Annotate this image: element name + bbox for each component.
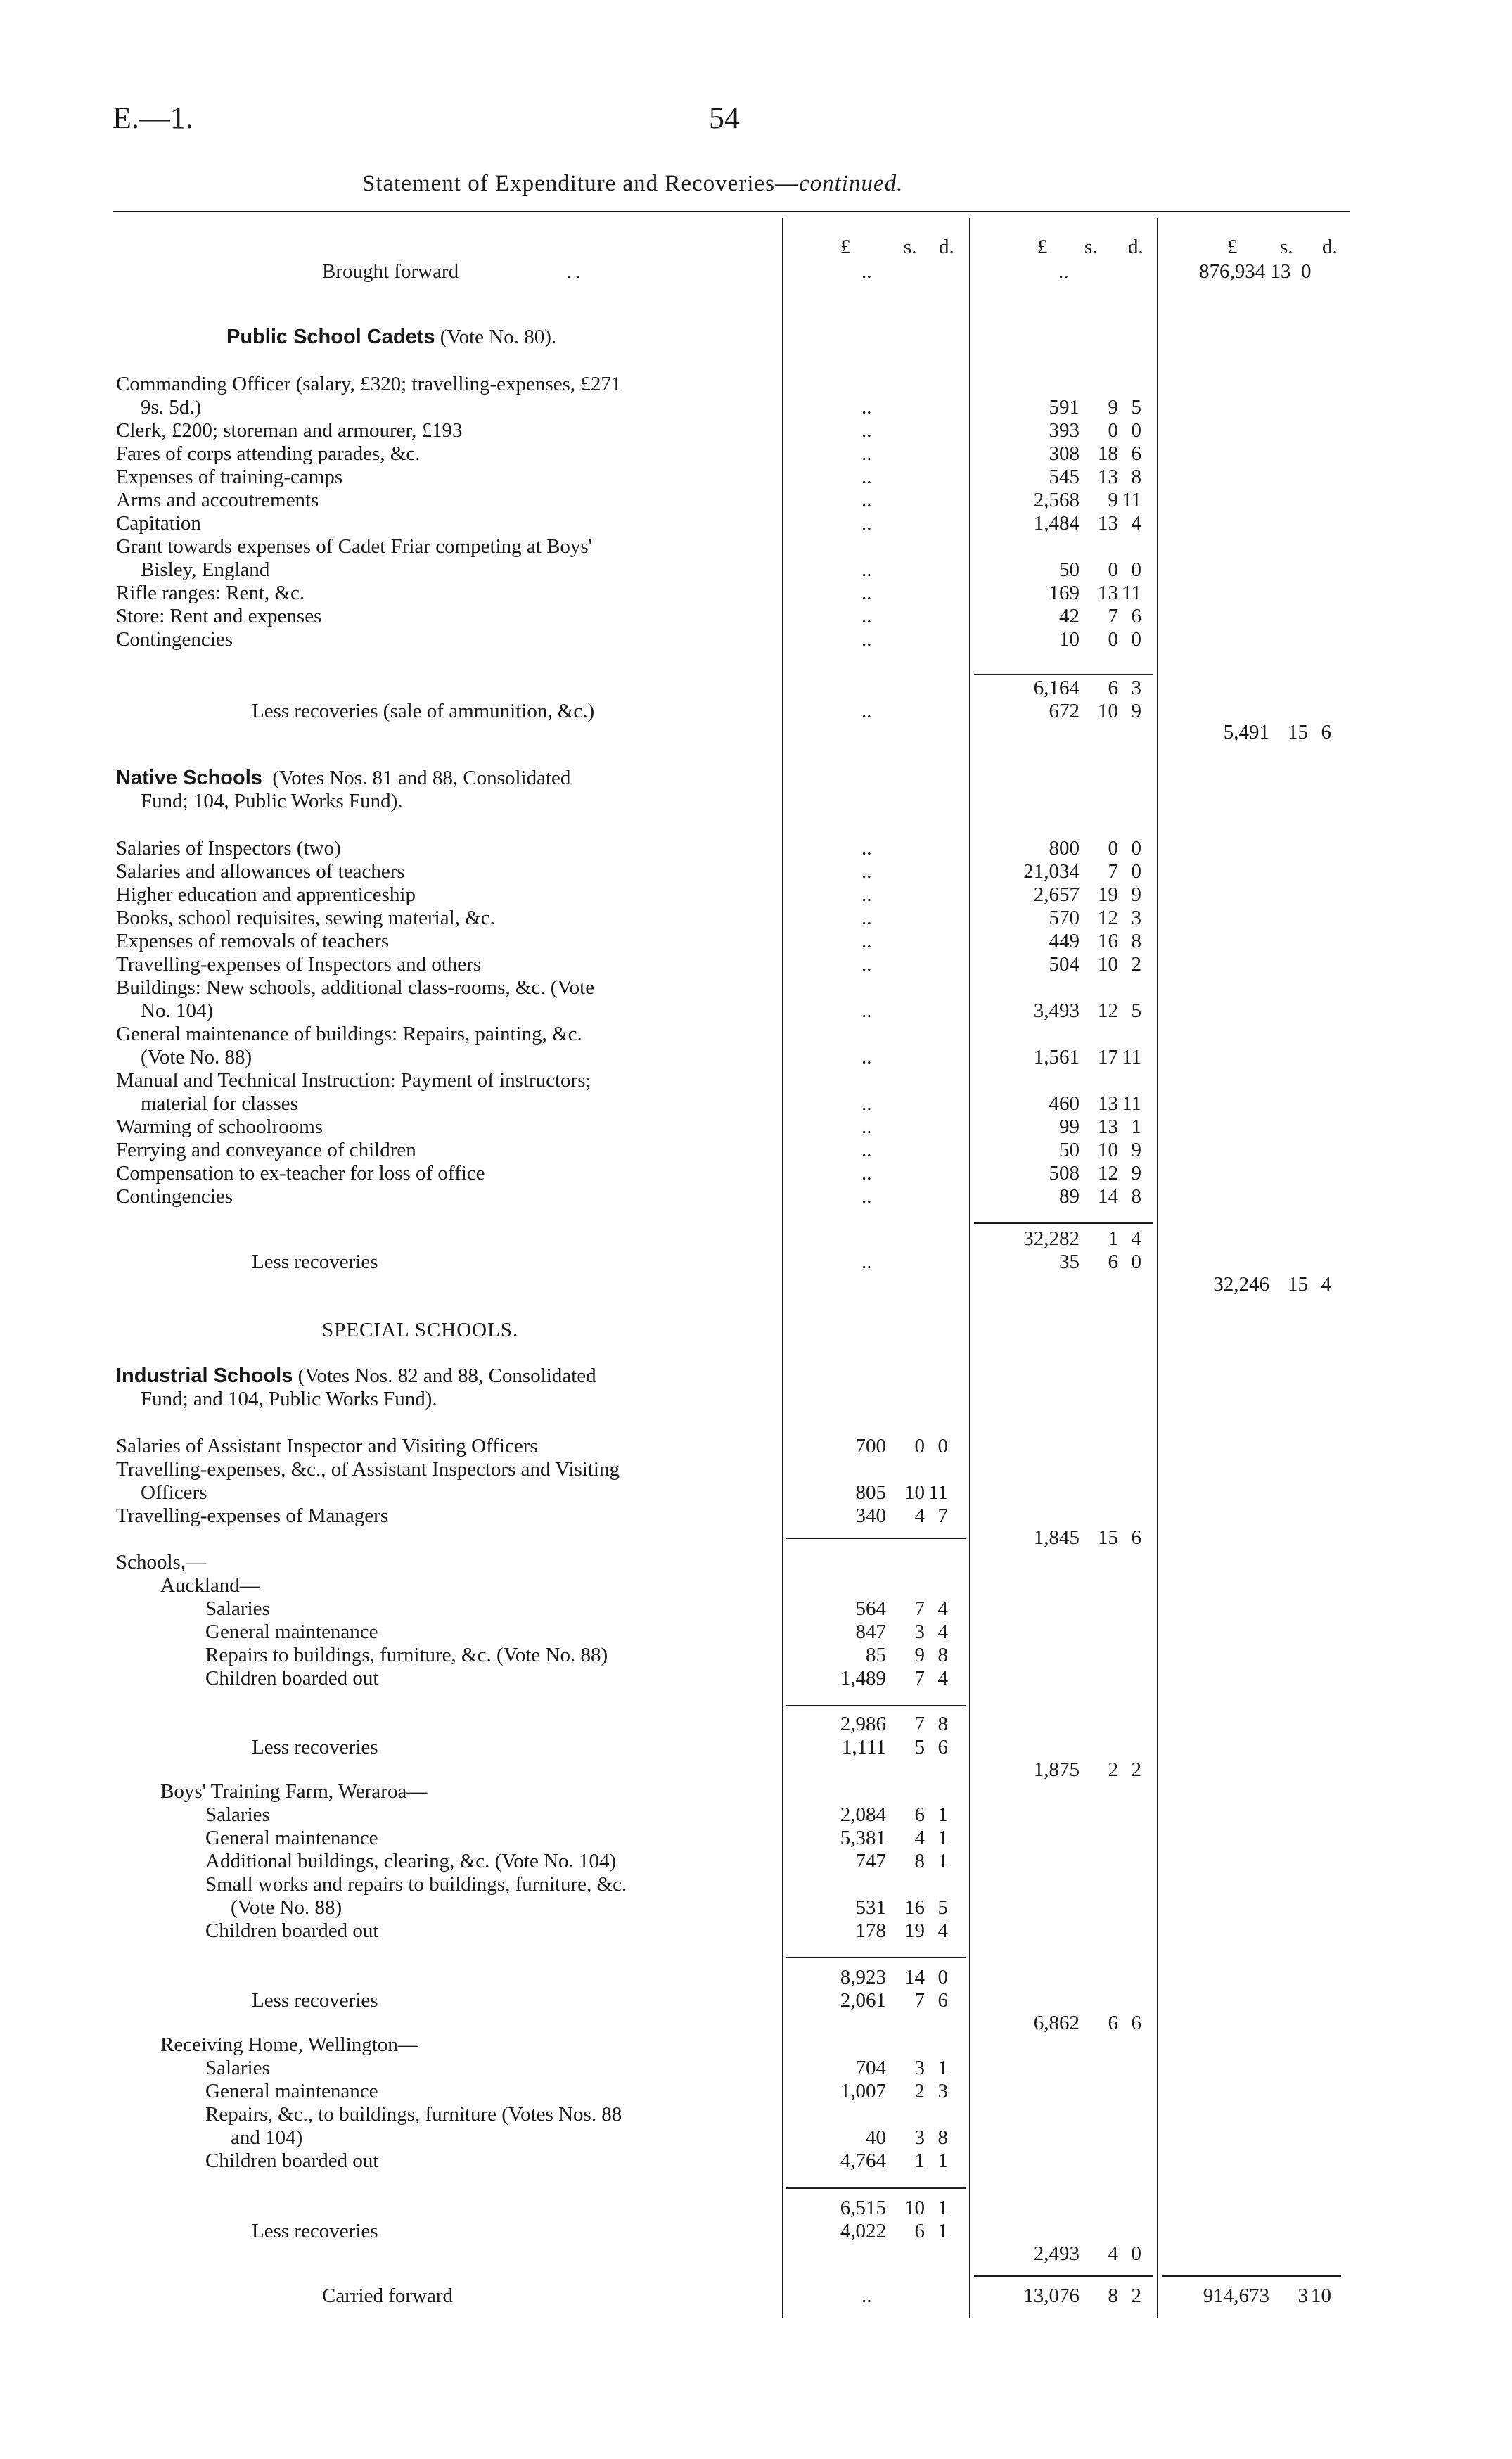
col1-dots: .. — [861, 700, 872, 722]
special-value-pence: 7 — [937, 1505, 948, 1527]
cadets-line: Contingencies — [116, 628, 233, 651]
cadets-line: Fares of corps attending parades, &c. — [116, 442, 421, 465]
page-title — [362, 171, 903, 197]
native-line: General maintenance of buildings: Repairs, painting, &c. — [116, 1023, 582, 1045]
auckland-value-shillings: 7 — [914, 1667, 925, 1690]
auckland-value-pounds: 1,489 — [840, 1667, 886, 1690]
cadets-line: Rifle ranges: Rent, &c. — [116, 582, 305, 604]
auckland-recoveries-label: Less recoveries — [252, 1736, 378, 1758]
col1-dots: .. — [861, 442, 872, 465]
native-value-pence: 9 — [1131, 1139, 1141, 1161]
special-value-pounds: 340 — [855, 1505, 886, 1527]
cadets-value-pence: 5 — [1131, 396, 1141, 419]
native-value-pence: 9 — [1131, 883, 1141, 906]
weraroa-recoveries-pence: 6 — [937, 1989, 948, 2012]
weraroa-line: Children boarded out — [205, 1920, 379, 1942]
cadets-value-pence: 6 — [1131, 605, 1141, 627]
native-net-pounds: 32,246 — [1213, 1273, 1269, 1296]
native-subtotal-pence: 4 — [1131, 1227, 1141, 1250]
cadets-value-pounds: 10 — [1059, 628, 1079, 651]
native-net-shillings: 15 — [1288, 1273, 1308, 1296]
native-line: Warming of schoolrooms — [116, 1116, 323, 1138]
receiving-value-pounds: 40 — [866, 2126, 886, 2149]
col1-dots: .. — [861, 419, 872, 442]
auckland-line: Children boarded out — [205, 1667, 379, 1690]
native-heading-line2: Fund; 104, Public Works Fund). — [141, 790, 403, 812]
col1-shilling: s. — [904, 236, 917, 258]
receiving-subtotal-shillings: 10 — [904, 2197, 925, 2219]
weraroa-recoveries-shillings: 7 — [914, 1989, 925, 2012]
cadets-line: Expenses of training-camps — [116, 466, 343, 488]
special-value-pounds: 700 — [855, 1435, 886, 1457]
weraroa-value-pounds: 747 — [855, 1850, 886, 1872]
special-total-shillings: 15 — [1098, 1526, 1118, 1549]
receiving-value-pence: 3 — [937, 2080, 948, 2102]
cf-rule-c2 — [974, 2275, 1153, 2277]
cadets-subtotal-pounds: 6,164 — [1033, 677, 1079, 699]
native-line: Manual and Technical Instruction: Payment of instructors; — [116, 1069, 591, 1092]
native-value-pounds: 1,561 — [1033, 1046, 1079, 1068]
bf-pence: 0 — [1301, 260, 1312, 283]
native-value-shillings: 13 — [1098, 1092, 1118, 1115]
special-total-pounds: 1,845 — [1033, 1526, 1079, 1549]
receiving-recoveries-pounds: 4,022 — [840, 2220, 886, 2242]
col1-pence: d. — [939, 236, 954, 258]
weraroa-value-shillings: 6 — [914, 1803, 925, 1826]
cadets-net-shillings: 15 — [1288, 721, 1308, 743]
native-value-pounds: 570 — [1049, 907, 1079, 929]
native-value-pence: 11 — [1122, 1046, 1141, 1068]
schools-label: Schools,— — [116, 1551, 207, 1573]
receiving-line: General maintenance — [205, 2080, 378, 2102]
col2-pound: £ — [1037, 236, 1048, 258]
industrial-heading-line2: Fund; and 104, Public Works Fund). — [141, 1388, 437, 1410]
weraroa-label: Boys' Training Farm, Weraroa— — [160, 1780, 428, 1803]
native-value-shillings: 10 — [1098, 1139, 1118, 1161]
col1-dots: .. — [861, 1251, 872, 1273]
native-recoveries-pence: 0 — [1131, 1251, 1141, 1273]
weraroa-subtotal-rule — [786, 1957, 966, 1958]
native-value-shillings: 7 — [1108, 860, 1118, 883]
special-line: Salaries of Assistant Inspector and Visiting Officers — [116, 1435, 538, 1457]
cadets-value-pounds: 169 — [1049, 582, 1079, 604]
weraroa-value-pounds: 5,381 — [840, 1827, 886, 1849]
weraroa-value-pence: 4 — [937, 1920, 948, 1942]
cadets-value-pounds: 1,484 — [1033, 512, 1079, 535]
auckland-value-shillings: 9 — [914, 1644, 925, 1666]
weraroa-recoveries-label: Less recoveries — [252, 1989, 378, 2012]
native-line: Contingencies — [116, 1185, 233, 1208]
carried-forward-c2-pounds: 13,076 — [1023, 2285, 1079, 2307]
col1-dots: .. — [861, 466, 872, 488]
receiving-line: Repairs, &c., to buildings, furniture (Votes Nos. 88 — [205, 2103, 622, 2126]
receiving-recoveries-pence: 1 — [937, 2220, 948, 2242]
cadets-line: Arms and accoutrements — [116, 489, 319, 511]
auckland-recoveries-shillings: 5 — [914, 1736, 925, 1758]
native-value-pence: 0 — [1131, 860, 1141, 883]
cadets-line: Bisley, England — [141, 558, 270, 581]
auckland-subtotal-shillings: 7 — [914, 1713, 925, 1735]
auckland-line: General maintenance — [205, 1621, 378, 1643]
cadets-value-shillings: 18 — [1098, 442, 1118, 465]
receiving-value-shillings: 1 — [914, 2150, 925, 2172]
special-line: Travelling-expenses of Managers — [116, 1505, 389, 1527]
native-subtotal-rule — [974, 1222, 1153, 1224]
cf-rule-c3 — [1162, 2275, 1341, 2277]
weraroa-value-pence: 1 — [937, 1827, 948, 1849]
col3-pound: £ — [1227, 236, 1238, 258]
weraroa-net-shillings: 6 — [1108, 2012, 1118, 2034]
col3-shilling: s. — [1280, 236, 1293, 258]
col1-dots: .. — [861, 1046, 872, 1068]
col1-dots: .. — [861, 489, 872, 511]
cadets-value-pounds: 545 — [1049, 466, 1079, 488]
native-value-shillings: 13 — [1098, 1116, 1118, 1138]
special-value-shillings: 0 — [914, 1435, 925, 1457]
receiving-line: Salaries — [205, 2057, 270, 2079]
col1-dots: .. — [861, 999, 872, 1022]
auckland-value-pence: 4 — [937, 1667, 948, 1690]
native-line: Compensation to ex-teacher for loss of office — [116, 1162, 485, 1184]
cadets-value-pence: 6 — [1131, 442, 1141, 465]
col1-dots: .. — [861, 1162, 872, 1184]
native-recoveries-shillings: 6 — [1108, 1251, 1118, 1273]
cadets-value-pence: 0 — [1131, 558, 1141, 581]
carried-forward-c2-pence: 2 — [1131, 2285, 1141, 2307]
cadets-line: Capitation — [116, 512, 201, 535]
auckland-net-pounds: 1,875 — [1033, 1758, 1079, 1781]
auckland-subtotal-rule — [786, 1705, 966, 1706]
special-value-pence: 11 — [928, 1481, 948, 1504]
carried-forward-label: Carried forward — [322, 2285, 453, 2307]
native-value-shillings: 12 — [1098, 999, 1118, 1022]
native-value-shillings: 19 — [1098, 883, 1118, 906]
cadets-recoveries-label: Less recoveries (sale of ammunition, &c.) — [252, 700, 595, 722]
auckland-line: Salaries — [205, 1597, 270, 1620]
native-value-pence: 11 — [1122, 1092, 1141, 1115]
native-value-pounds: 504 — [1049, 953, 1079, 976]
auckland-value-pounds: 85 — [866, 1644, 886, 1666]
native-value-pence: 3 — [1131, 907, 1141, 929]
native-line: Expenses of removals of teachers — [116, 930, 390, 952]
cadets-value-shillings: 13 — [1098, 512, 1118, 535]
native-heading — [116, 767, 570, 790]
weraroa-value-pounds: 531 — [855, 1896, 886, 1919]
col1-dots: .. — [861, 1092, 872, 1115]
native-value-pounds: 99 — [1059, 1116, 1079, 1138]
col1-dots: .. — [861, 512, 872, 535]
receiving-value-pence: 1 — [937, 2150, 948, 2172]
weraroa-recoveries-pounds: 2,061 — [840, 1989, 886, 2012]
native-value-shillings: 12 — [1098, 907, 1118, 929]
native-line: material for classes — [141, 1092, 298, 1115]
weraroa-net-pounds: 6,862 — [1033, 2012, 1079, 2034]
cadets-value-shillings: 9 — [1108, 489, 1118, 511]
native-heading-vote: (Votes Nos. 81 and 88, Consolidated — [272, 767, 571, 789]
carried-forward-c3-shillings: 3 — [1298, 2285, 1308, 2307]
page-number: 54 — [709, 101, 740, 135]
weraroa-subtotal-shillings: 14 — [904, 1966, 925, 1988]
cadets-subtotal-shillings: 6 — [1108, 677, 1118, 699]
bf-shillings: 13 — [1270, 260, 1291, 283]
receiving-subtotal-pounds: 6,515 — [840, 2197, 886, 2219]
carried-forward-c1: .. — [861, 2285, 872, 2307]
receiving-value-pounds: 1,007 — [840, 2080, 886, 2102]
cadets-value-pence: 11 — [1122, 582, 1141, 604]
cadets-value-pounds: 42 — [1059, 605, 1079, 627]
weraroa-value-pounds: 2,084 — [840, 1803, 886, 1826]
cadets-value-shillings: 0 — [1108, 558, 1118, 581]
native-value-shillings: 12 — [1098, 1162, 1118, 1184]
native-recoveries-label: Less recoveries — [252, 1251, 378, 1273]
col1-dots: .. — [861, 1185, 872, 1208]
weraroa-value-shillings: 16 — [904, 1896, 925, 1919]
receiving-net-pence: 0 — [1131, 2242, 1141, 2265]
col1-dots: .. — [861, 628, 872, 651]
auckland-value-pence: 4 — [937, 1621, 948, 1643]
title-continued: continued. — [798, 171, 904, 196]
receiving-value-shillings: 3 — [914, 2126, 925, 2149]
cadets-subtotal-rule — [974, 674, 1153, 675]
cadets-heading — [226, 326, 556, 349]
native-value-pence: 8 — [1131, 930, 1141, 952]
weraroa-line: (Vote No. 88) — [231, 1896, 342, 1919]
col1-dots: .. — [861, 953, 872, 976]
native-line: (Vote No. 88) — [141, 1046, 252, 1068]
weraroa-value-pounds: 178 — [855, 1920, 886, 1942]
weraroa-line: Additional buildings, clearing, &c. (Vote No. 104) — [205, 1850, 617, 1872]
native-value-shillings: 14 — [1098, 1185, 1118, 1208]
cadets-line: Store: Rent and expenses — [116, 605, 322, 627]
cadets-recoveries-pounds: 672 — [1049, 700, 1079, 722]
weraroa-line: Small works and repairs to buildings, furniture, &c. — [205, 1873, 627, 1896]
native-value-pounds: 460 — [1049, 1092, 1079, 1115]
col1-dots: .. — [861, 605, 872, 627]
receiving-line: and 104) — [231, 2126, 303, 2149]
cadets-value-shillings: 0 — [1108, 419, 1118, 442]
col-rule-3 — [1157, 218, 1158, 2318]
cadets-value-shillings: 7 — [1108, 605, 1118, 627]
weraroa-net-pence: 6 — [1131, 2012, 1141, 2034]
col1-dots: .. — [861, 1116, 872, 1138]
auckland-value-shillings: 7 — [914, 1597, 925, 1620]
cadets-line: Commanding Officer (salary, £320; travelling-expenses, £271 — [116, 373, 622, 395]
auckland-net-shillings: 2 — [1108, 1758, 1118, 1781]
col1-dots: .. — [861, 582, 872, 604]
native-value-shillings: 10 — [1098, 953, 1118, 976]
native-value-pounds: 3,493 — [1033, 999, 1079, 1022]
cadets-net-pounds: 5,491 — [1223, 721, 1269, 743]
receiving-subtotal-rule — [786, 2187, 966, 2189]
weraroa-line: Salaries — [205, 1803, 270, 1826]
special-value-shillings: 4 — [914, 1505, 925, 1527]
native-subtotal-shillings: 1 — [1108, 1227, 1118, 1250]
cadets-line: Grant towards expenses of Cadet Friar competing at Boys' — [116, 535, 592, 558]
cadets-value-pence: 4 — [1131, 512, 1141, 535]
native-value-pence: 8 — [1131, 1185, 1141, 1208]
cadets-value-shillings: 13 — [1098, 582, 1118, 604]
cadets-value-pence: 8 — [1131, 466, 1141, 488]
special-line: Travelling-expenses, &c., of Assistant Inspectors and Visiting — [116, 1458, 620, 1481]
auckland-value-pounds: 847 — [855, 1621, 886, 1643]
col1-dots: .. — [861, 907, 872, 929]
native-value-pounds: 50 — [1059, 1139, 1079, 1161]
special-value-pounds: 805 — [855, 1481, 886, 1504]
auckland-net-pence: 2 — [1131, 1758, 1141, 1781]
native-value-pounds: 21,034 — [1023, 860, 1079, 883]
native-value-pounds: 508 — [1049, 1162, 1079, 1184]
industrial-heading — [116, 1365, 596, 1388]
weraroa-value-shillings: 8 — [914, 1850, 925, 1872]
col1-dots: .. — [861, 558, 872, 581]
native-value-pounds: 800 — [1049, 837, 1079, 860]
industrial-heading-bold: Industrial Schools — [116, 1365, 293, 1387]
receiving-net-pounds: 2,493 — [1033, 2242, 1079, 2265]
weraroa-value-shillings: 19 — [904, 1920, 925, 1942]
special-subtotal-rule — [786, 1538, 966, 1539]
col1-dots: .. — [861, 837, 872, 860]
native-line: Travelling-expenses of Inspectors and others — [116, 953, 482, 976]
brought-forward-c1: .. — [861, 260, 872, 283]
native-value-pence: 9 — [1131, 1162, 1141, 1184]
special-value-shillings: 10 — [904, 1481, 925, 1504]
native-line: Buildings: New schools, additional class-rooms, &c. (Vote — [116, 976, 595, 999]
native-line: Books, school requisites, sewing material, &c. — [116, 907, 495, 929]
cadets-value-shillings: 0 — [1108, 628, 1118, 651]
native-line: No. 104) — [141, 999, 214, 1022]
auckland-subtotal-pounds: 2,986 — [840, 1713, 886, 1735]
cadets-line: 9s. 5d.) — [141, 396, 202, 419]
receiving-line: Children boarded out — [205, 2150, 379, 2172]
receiving-recoveries-label: Less recoveries — [252, 2220, 378, 2242]
cadets-value-pounds: 50 — [1059, 558, 1079, 581]
weraroa-value-pence: 5 — [937, 1896, 948, 1919]
auckland-value-pence: 8 — [937, 1644, 948, 1666]
native-value-pounds: 2,657 — [1033, 883, 1079, 906]
auckland-label: Auckland— — [160, 1574, 260, 1597]
col2-pence: d. — [1128, 236, 1143, 258]
cadets-value-pounds: 308 — [1049, 442, 1079, 465]
cadets-value-pounds: 2,568 — [1033, 489, 1079, 511]
cadets-value-pence: 0 — [1131, 419, 1141, 442]
weraroa-value-pence: 1 — [937, 1850, 948, 1872]
receiving-recoveries-shillings: 6 — [914, 2220, 925, 2242]
col2-shilling: s. — [1084, 236, 1098, 258]
auckland-recoveries-pence: 6 — [937, 1736, 948, 1758]
receiving-label: Receiving Home, Wellington— — [160, 2033, 418, 2056]
auckland-value-shillings: 3 — [914, 1621, 925, 1643]
brought-forward-label: Brought forward — [322, 260, 459, 283]
receiving-value-pence: 1 — [937, 2057, 948, 2079]
weraroa-subtotal-pounds: 8,923 — [840, 1966, 886, 1988]
col3-pence: d. — [1322, 236, 1338, 258]
col1-dots: .. — [861, 883, 872, 906]
cadets-heading-vote: (Vote No. 80). — [440, 326, 557, 348]
carried-forward-c3-pence: 10 — [1311, 2285, 1331, 2307]
title-main: Statement of Expenditure and Recoveries— — [362, 171, 799, 196]
native-line: Salaries of Inspectors (two) — [116, 837, 341, 860]
native-line: Salaries and allowances of teachers — [116, 860, 405, 883]
native-value-pence: 0 — [1131, 837, 1141, 860]
cadets-value-pounds: 393 — [1049, 419, 1079, 442]
cadets-recoveries-shillings: 10 — [1098, 700, 1118, 722]
table-top-rule — [113, 211, 1350, 212]
industrial-heading-vote: (Votes Nos. 82 and 88, Consolidated — [297, 1365, 596, 1387]
native-value-shillings: 0 — [1108, 837, 1118, 860]
cadets-value-shillings: 9 — [1108, 396, 1118, 419]
col1-dots: .. — [861, 396, 872, 419]
col1-pound: £ — [840, 236, 851, 258]
native-line: Ferrying and conveyance of children — [116, 1139, 416, 1161]
cadets-value-shillings: 13 — [1098, 466, 1118, 488]
special-line: Officers — [141, 1481, 207, 1504]
brought-forward-c2: .. — [1058, 260, 1069, 283]
special-total-pence: 6 — [1131, 1526, 1141, 1549]
receiving-net-shillings: 4 — [1108, 2242, 1118, 2265]
auckland-recoveries-pounds: 1,111 — [841, 1736, 886, 1758]
col1-dots: .. — [861, 930, 872, 952]
native-value-pounds: 449 — [1049, 930, 1079, 952]
native-heading-bold: Native Schools — [116, 767, 262, 789]
col1-dots: .. — [861, 860, 872, 883]
weraroa-line: General maintenance — [205, 1827, 378, 1849]
page-ref: E.—1. — [113, 101, 193, 135]
cadets-heading-bold: Public School Cadets — [226, 326, 435, 348]
receiving-value-shillings: 3 — [914, 2057, 925, 2079]
native-value-shillings: 16 — [1098, 930, 1118, 952]
leader-dots: .. — [566, 260, 585, 283]
auckland-value-pounds: 564 — [855, 1597, 886, 1620]
cadets-value-pence: 0 — [1131, 628, 1141, 651]
cadets-subtotal-pence: 3 — [1131, 677, 1141, 699]
cadets-recoveries-pence: 9 — [1131, 700, 1141, 722]
carried-forward-c3-pounds: 914,673 — [1203, 2285, 1269, 2307]
native-net-pence: 4 — [1321, 1273, 1331, 1296]
carried-forward-c2-shillings: 8 — [1108, 2285, 1118, 2307]
cadets-net-pence: 6 — [1321, 721, 1331, 743]
cadets-value-pence: 11 — [1122, 489, 1141, 511]
native-line: Higher education and apprenticeship — [116, 883, 416, 906]
receiving-value-pence: 8 — [937, 2126, 948, 2149]
native-value-pounds: 89 — [1059, 1185, 1079, 1208]
special-value-pence: 0 — [937, 1435, 948, 1457]
native-value-pence: 2 — [1131, 953, 1141, 976]
receiving-value-shillings: 2 — [914, 2080, 925, 2102]
special-schools-heading: SPECIAL SCHOOLS. — [322, 1319, 519, 1341]
receiving-value-pounds: 704 — [855, 2057, 886, 2079]
native-value-pence: 5 — [1131, 999, 1141, 1022]
col1-dots: .. — [861, 1139, 872, 1161]
brought-forward-c3 — [1199, 260, 1312, 283]
auckland-value-pence: 4 — [937, 1597, 948, 1620]
auckland-line: Repairs to buildings, furniture, &c. (Vote No. 88) — [205, 1644, 608, 1666]
bf-pounds: 876,934 — [1199, 260, 1266, 283]
cadets-value-pounds: 591 — [1049, 396, 1079, 419]
native-value-shillings: 17 — [1098, 1046, 1118, 1068]
native-subtotal-pounds: 32,282 — [1023, 1227, 1079, 1250]
auckland-subtotal-pence: 8 — [937, 1713, 948, 1735]
receiving-value-pounds: 4,764 — [840, 2150, 886, 2172]
native-recoveries-pounds: 35 — [1059, 1251, 1079, 1273]
receiving-subtotal-pence: 1 — [937, 2197, 948, 2219]
weraroa-subtotal-pence: 0 — [937, 1966, 948, 1988]
native-value-pence: 1 — [1131, 1116, 1141, 1138]
weraroa-value-shillings: 4 — [914, 1827, 925, 1849]
cadets-line: Clerk, £200; storeman and armourer, £193 — [116, 419, 463, 442]
weraroa-value-pence: 1 — [937, 1803, 948, 1826]
